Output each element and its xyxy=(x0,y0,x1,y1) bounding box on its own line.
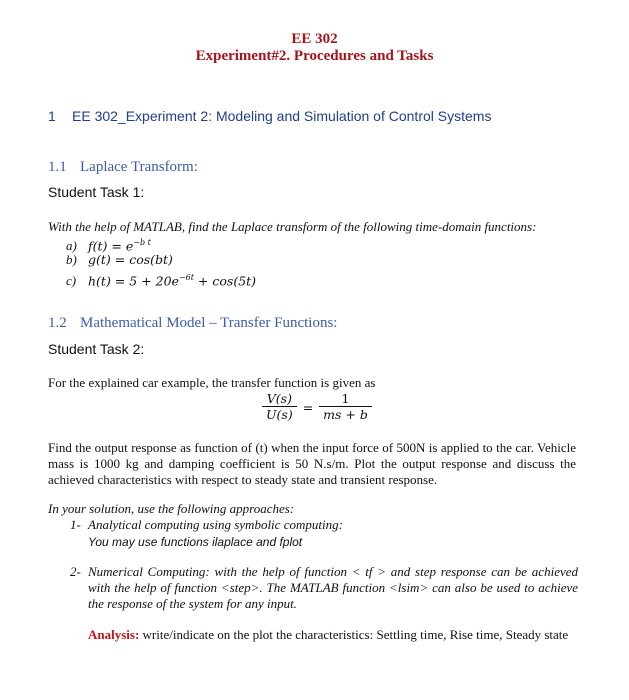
item-b-marker: b) xyxy=(66,252,77,267)
task-1-item-c xyxy=(66,270,256,289)
transfer-function xyxy=(262,391,372,423)
task-1-instruction: With the help of MATLAB, find the Laplace transform of the following time-domain functions: xyxy=(48,219,537,234)
tf-equals: = xyxy=(302,399,314,415)
document-course-title: EE 302 xyxy=(291,31,338,47)
tf-left-fraction xyxy=(262,391,297,423)
section-1-heading xyxy=(48,108,491,124)
item-a-exponent: −b t xyxy=(133,238,151,247)
item-b-expression: g(t) = cos(bt) xyxy=(88,252,173,267)
task-2-problem-statement: Find the output response as function of (t) when the input force of 500N is applied to the car. Vehicle mass is 1000 kg and damping coefficient is 50 N.s/m. Plot the output response and discuss the achieved characteristics with respect to steady state and transient response. xyxy=(48,440,576,487)
tf-left-numerator: V(s) xyxy=(262,391,297,407)
tf-right-numerator: 1 xyxy=(319,391,372,407)
section-1-2-heading xyxy=(48,315,337,332)
approach-1-note: You may use functions ilaplace and fplot xyxy=(88,535,303,549)
approach-1-title: Analytical computing using symbolic computing: xyxy=(88,517,343,532)
approach-2 xyxy=(70,564,578,612)
student-task-1-label: Student Task 1: xyxy=(48,184,145,200)
student-task-2-label: Student Task 2: xyxy=(48,341,145,357)
analysis-label: Analysis: xyxy=(88,627,140,642)
task-1-item-b xyxy=(66,252,173,268)
section-1-number: 1 xyxy=(48,108,56,124)
section-1-1-title: Laplace Transform: xyxy=(80,159,198,175)
approach-1 xyxy=(70,517,343,533)
item-c-marker: c) xyxy=(66,273,77,289)
item-c-exponent: −6t xyxy=(178,273,194,282)
analysis-note xyxy=(88,627,578,643)
item-a-marker: a) xyxy=(66,238,77,254)
section-1-1-number: 1.1 xyxy=(48,159,67,175)
approach-2-text: Numerical Computing: with the help of function < tf > and step response can be achieved with the help of function <step>. The MATLAB function <lsim> can also be used to achieve the response of the system for any input. xyxy=(88,564,578,611)
approach-1-marker: 1- xyxy=(70,517,81,532)
tf-left-denominator: U(s) xyxy=(266,407,293,422)
approach-intro: In your solution, use the following approaches: xyxy=(48,501,295,516)
section-1-2-title: Mathematical Model – Transfer Functions: xyxy=(80,315,338,331)
section-1-2-number: 1.2 xyxy=(48,315,67,331)
section-1-1-heading xyxy=(48,159,198,176)
tf-right-fraction xyxy=(319,391,372,423)
item-a-expression: f(t) = e xyxy=(88,238,134,254)
section-1-title: EE 302_Experiment 2: Modeling and Simulation of Control Systems xyxy=(72,108,492,124)
item-c-expression: h(t) = 5 + 20e xyxy=(88,273,179,289)
task-2-intro: For the explained car example, the transfer function is given as xyxy=(48,375,376,390)
document-subtitle: Experiment#2. Procedures and Tasks xyxy=(195,48,434,64)
item-c-tail: + cos(5t) xyxy=(193,273,257,289)
tf-right-denominator: ms + b xyxy=(323,407,368,422)
approach-2-marker: 2- xyxy=(70,564,81,579)
analysis-text: write/indicate on the plot the characteristics: Settling time, Rise time, Steady state xyxy=(142,627,569,642)
